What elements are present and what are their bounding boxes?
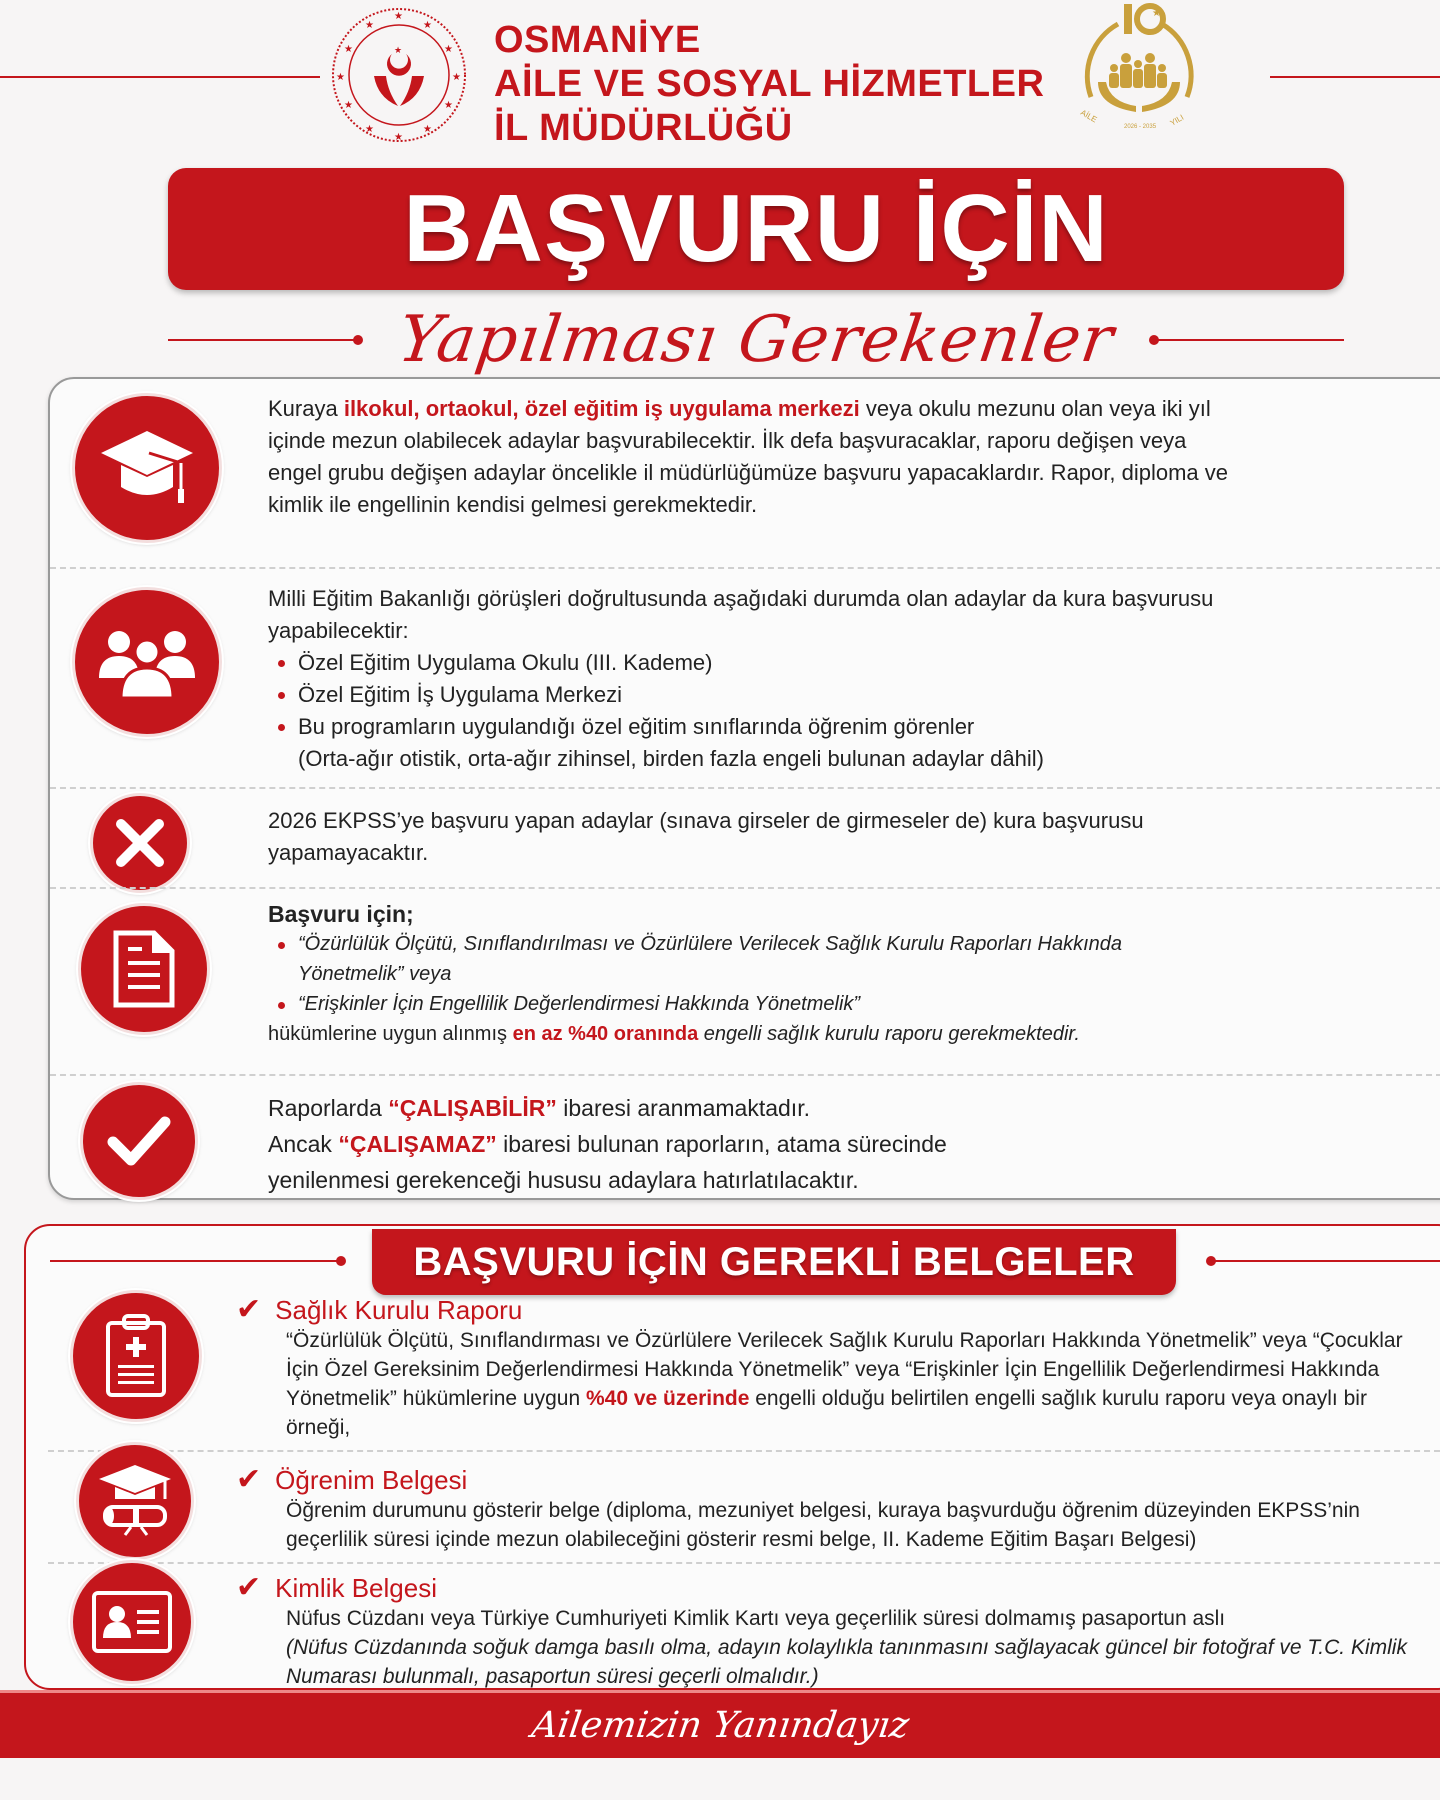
- svg-text:★: ★: [344, 100, 353, 111]
- docs-rule-right: [1214, 1260, 1440, 1262]
- subtitle-rule-right: [1153, 339, 1344, 341]
- page-subtitle: Yapılması Gerekenler: [393, 303, 1119, 377]
- list-item: “Erişkinler İçin Engellilik Değerlendirmesi Hakkında Yönetmelik”: [268, 989, 1128, 1019]
- percentage-highlight: %40 ve üzerinde: [586, 1387, 750, 1410]
- document-circle: [78, 903, 210, 1035]
- eligibility-text: Kuraya ilkokul, ortaokul, özel eğitim iş uygulama merkezi veya okulu mezunu olan veya iki yıl içinde mezun olabilecek adaylar başvurabilecektir. İlk defa başvuracaklar, raporu değişen veya engel grubu değişen adaylar öncelikle il müdürlüğümüze başvuru yapacaklardır. Rapor, diploma ve kimlik ile engellinin kendisi gelmesi gerekmektedir.: [268, 396, 1229, 517]
- svg-text:★: ★: [394, 45, 403, 55]
- check-icon: ✔: [236, 1463, 262, 1496]
- svg-text:★: ★: [423, 20, 432, 31]
- svg-text:★: ★: [452, 72, 461, 83]
- svg-text:YILI: YILI: [1168, 112, 1186, 128]
- documents-banner: [372, 1229, 1176, 1295]
- report-bullets: [268, 929, 1128, 1019]
- requirements-card: [48, 377, 1440, 1200]
- graduation-cap-icon: [97, 423, 197, 513]
- docs-rule-left: [50, 1260, 340, 1262]
- requirement-ekpss-exclusion: [50, 789, 1440, 887]
- org-line-city: OSMANİYE: [494, 19, 701, 61]
- id-card-circle: [70, 1560, 194, 1684]
- family-hands-icon: [1066, 2, 1212, 148]
- diploma-cap-icon: [95, 1461, 175, 1541]
- doc-body: Öğrenim durumunu gösterir belge (diploma, mezuniyet belgesi, kuraya başvurduğu öğrenim düzeyinden EKPSS’nin geçerlilik süresi içinde mezun olabileceğini gösterir resmi belge, II. Kademe Eğitim Başarı Belgesi): [286, 1499, 1360, 1551]
- doc-body: Nüfus Cüzdanı veya Türkiye Cumhuriyeti Kimlik Kartı veya geçerlilik süresi dolmamış pasaportun aslı: [286, 1607, 1226, 1630]
- meb-intro: Milli Eğitim Bakanlığı görüşleri doğrultusunda aşağıdaki durumda olan adaylar da kura başvurusu yapabilecektir:: [268, 586, 1214, 643]
- diploma-cap-circle: [76, 1442, 194, 1560]
- doc-body: “Özürlülük Ölçütü, Sınıflandırması ve Özürlülere Verilecek Sağlık Kurulu Raporları Hakkında Yönetmelik” veya “Çocuklar İçin Özel Gereksinim Değerlendirmesi Hakkında Yönetmelik” veya “Erişkinler İçin Engellilik Değerlendirmesi Hakkında Yönetmelik” hükümlerine uygun %40 ve üzerinde engelli olduğu belirtilen engelli sağlık kurulu raporu veya onaylı bir örneği,: [286, 1329, 1403, 1439]
- svg-text:★: ★: [394, 132, 403, 143]
- svg-text:★: ★: [365, 124, 374, 135]
- svg-text:2026 - 2035: 2026 - 2035: [1124, 124, 1157, 130]
- svg-text:★: ★: [423, 124, 432, 135]
- docs-dot-left: [336, 1256, 346, 1266]
- svg-text:★: ★: [444, 100, 453, 111]
- checkmark-circle: [80, 1082, 198, 1200]
- document-icon: [112, 929, 176, 1009]
- subtitle-rule-left: [168, 339, 359, 341]
- id-card-icon: [91, 1590, 173, 1654]
- doc-title: Öğrenim Belgesi: [275, 1465, 468, 1495]
- requirement-meb-exceptions: [50, 569, 1440, 787]
- requirement-eligibility: [50, 379, 1440, 569]
- x-mark-icon: [113, 816, 167, 870]
- list-item: Bu programların uygulandığı özel eğitim sınıflarında öğrenim görenler: [268, 711, 1268, 743]
- doc-title: Kimlik Belgesi: [275, 1573, 437, 1603]
- svg-text:★: ★: [336, 72, 345, 83]
- header-rule-right: [1270, 76, 1440, 78]
- calisamaz-highlight: “ÇALIŞAMAZ”: [338, 1131, 497, 1157]
- calisabilir-highlight: “ÇALIŞABİLİR”: [388, 1095, 557, 1121]
- doc-title: Sağlık Kurulu Raporu: [275, 1295, 523, 1325]
- doc-note: (Nüfus Cüzdanında soğuk damga basılı olma, adayın kolaylıkla tanınmasını sağlayacak güncel bir fotoğraf ve T.C. Kimlik Numarası bulunmalı, pasaportun süresi geçerli olmalıdır.): [286, 1636, 1407, 1688]
- document-health-report: [236, 1294, 1436, 1442]
- svg-text:AİLE: AİLE: [1079, 107, 1099, 125]
- list-item: Özel Eğitim İş Uygulama Merkezi: [268, 679, 1268, 711]
- org-line-ministry: AİLE VE SOSYAL HİZMETLER: [494, 63, 1045, 105]
- report-heading: Başvuru için;: [268, 901, 414, 927]
- percentage-highlight: en az %40 oranında: [512, 1023, 699, 1045]
- meb-note: (Orta-ağır otistik, orta-ağır zihinsel, birden fazla engeli bulunan adaylar dâhil): [298, 746, 1044, 771]
- people-group-circle: [72, 587, 222, 737]
- list-item: Özel Eğitim Uygulama Okulu (III. Kademe): [268, 647, 1268, 679]
- footer-banner: [0, 1690, 1440, 1758]
- people-group-icon: [97, 622, 197, 702]
- meb-text: [268, 583, 1268, 775]
- checkmark-icon: [107, 1114, 171, 1168]
- medical-clipboard-circle: [70, 1290, 202, 1422]
- requirement-report: [50, 889, 1440, 1074]
- school-types-highlight: ilkokul, ortaokul, özel eğitim iş uygulama merkezi: [343, 396, 860, 421]
- check-icon: ✔: [236, 1293, 262, 1326]
- x-mark-circle: [90, 793, 190, 893]
- page-title: BAŞVURU İÇİN: [403, 175, 1109, 282]
- report-text: [268, 899, 1268, 1049]
- family-decade-logo: [1066, 2, 1212, 148]
- row-divider: [48, 1450, 1440, 1452]
- requirement-work-status: [50, 1076, 1440, 1200]
- check-icon: ✔: [236, 1571, 262, 1604]
- list-item: “Özürlülük Ölçütü, Sınıflandırılması ve Özürlülere Verilecek Sağlık Kurulu Raporları Hakkında Yönetmelik” veya: [268, 929, 1128, 989]
- svg-text:★: ★: [394, 11, 403, 22]
- svg-text:★: ★: [1152, 8, 1161, 19]
- medical-clipboard-icon: [104, 1313, 168, 1399]
- header-rule-left: [0, 76, 320, 78]
- svg-text:★: ★: [444, 44, 453, 55]
- svg-text:★: ★: [344, 44, 353, 55]
- work-status-text: Raporlarda “ÇALIŞABİLİR” ibaresi aranmamaktadır. Ancak “ÇALIŞAMAZ” ibaresi bulunan raporların, atama sürecinde yenilenmesi gerekenceği hususu adaylara hatırlatılacaktır.: [268, 1095, 947, 1193]
- crescent-star-hands-icon: [330, 6, 468, 144]
- row-divider: [48, 1562, 1440, 1564]
- document-education: [236, 1464, 1436, 1554]
- documents-title: BAŞVURU İÇİN GEREKLİ BELGELER: [413, 1239, 1135, 1284]
- organization-name: [494, 18, 1044, 150]
- subtitle-row: [168, 290, 1344, 390]
- ekpss-text: 2026 EKPSS’ye başvuru yapan adaylar (sınava girseler de girmeseler de) kura başvurusu yapamayacaktır.: [268, 808, 1144, 865]
- report-closing: hükümlerine uygun alınmış en az %40 oranında engelli sağlık kurulu raporu gerekmektedir.: [268, 1023, 1080, 1045]
- meb-bullets: [268, 647, 1268, 743]
- org-line-directorate: İL MÜDÜRLÜĞÜ: [494, 107, 793, 149]
- footer-slogan: Ailemizin Yanındayız: [528, 1705, 912, 1746]
- document-identity: [236, 1572, 1436, 1691]
- svg-text:★: ★: [365, 20, 374, 31]
- title-banner: [168, 168, 1344, 290]
- graduation-cap-circle: [72, 393, 222, 543]
- ministry-logo: [330, 6, 468, 144]
